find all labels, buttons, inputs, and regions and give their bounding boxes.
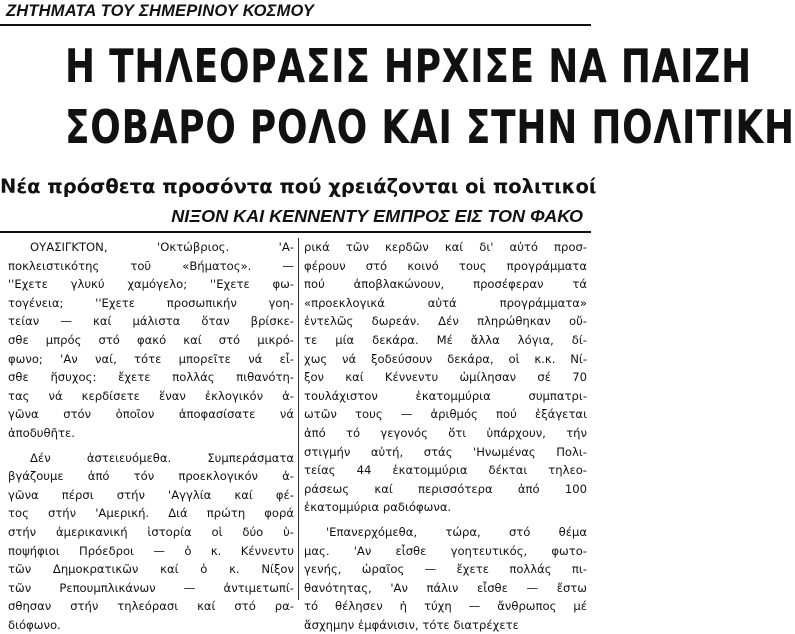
article-right-column (304, 238, 587, 634)
headline-line-1: Η ΤΗΛΕΟΡΑΣΙΣ ΗΡΧΙΣΕ ΝΑ ΠΑΙΖΗ (65, 39, 752, 93)
article-text-line: σθησαν στήν τηλεόρασι καί στό ρα- (8, 599, 294, 614)
article-text-line: ΟΥΑΣΙΓΚΤΟΝ, 'Οκτώβριος. 'Α- (30, 240, 294, 254)
article-text-line: τουλάχιστον ἑκατομμύρια συμπατρι- (304, 388, 587, 403)
article-text-line: στιγμήν αὐτή, στάς 'Ηνωμένας Πολι- (304, 444, 587, 459)
article-text-line: θανότητας, 'Αν πάλιν εἶσθε — ἔστω (304, 580, 587, 595)
article-text-line: ρικά τῶν κερδῶν καί δι' αὐτό προσ- (304, 240, 587, 254)
article-text-line: ἐντελῶς δωρεάν. Δέν πληρώθηκαν οὔ- (304, 314, 587, 329)
article-text-line: τό θέλησεν ἡ τύχη — ἄνθρωπος μέ (304, 599, 587, 614)
article-text-line: σθε ἥσυχος: ἔχετε πολλάς πιθανότη- (8, 370, 294, 385)
article-text-line: ωτῶν τους — ἀριθμός πού ἐξάγεται (304, 407, 587, 422)
article-text-line: γῶνα στόν ὁποῖον ἀποφασίσατε νά (8, 407, 294, 422)
article-text-line: γῶνα πέρσι στήν 'Αγγλία καί φέ- (8, 487, 294, 502)
article-text-line: γενής, ὡραῖος — ἔχετε πολλάς πι- (304, 562, 587, 577)
article-text-line: ἀποδυθῆτε. (8, 425, 75, 440)
article-text-line: διόφωνο. (8, 617, 61, 632)
article-text-line: ποψήφιοι Πρόεδροι — ὁ κ. Κέννεντυ (8, 543, 294, 558)
article-text-line: τος στήν 'Αμερική. Διά πρώτη φορά (8, 506, 294, 521)
subheadline-secondary: ΝΙΞΟΝ ΚΑΙ ΚΕΝΝΕΝΤΥ ΕΜΠΡΟΣ ΕΙΣ ΤΟΝ ΦΑΚΟ (171, 206, 583, 226)
article-text-line: ξον καί Κέννεντυ ὡμίλησαν σέ 70 (304, 370, 587, 385)
article-text-line: στήν ἀμερικανική ἱστορία οἱ δύο ὑ- (8, 524, 294, 539)
article-text-line: τείαν — καί μάλιστα ὅταν βρίσκε- (8, 314, 294, 329)
top-rule (0, 24, 591, 26)
article-text-line: τῶν Δημοκρατικῶν καί ὁ κ. Νίξον (8, 562, 294, 577)
subheadline: Νέα πρόσθετα προσόντα πού χρειάζονται οἱ πολιτικοί (0, 175, 597, 198)
article-left-column (8, 238, 294, 634)
article-text-line: σθε μπρός στό φακό καί στό μικρό- (8, 332, 294, 347)
article-text-line: ράσεως καί περισσότερα ἀπό 100 (304, 481, 587, 496)
article-text-line: ἑκατομμύρια ραδιόφωνα. (304, 500, 452, 515)
article-text-line: ποκλειστικότης τοῦ «Βήματος». — (8, 258, 294, 273)
article-text-line: φέρουν στό κοινό τους προγράμματα (304, 258, 587, 273)
article-text-line: βγάζουμε ἀπό τόν προεκλογικόν ἀ- (8, 469, 294, 484)
section-kicker: ΖΗΤΗΜΑΤΑ ΤΟΥ ΣΗΜΕΡΙΝΟΥ ΚΟΣΜΟΥ (6, 2, 315, 20)
article-text-line: πού ἀποβλακώνουν, προσέφεραν τά (304, 277, 587, 292)
article-text-line: τῶν Ρεπουμπλικάνων — ἀντιμετωπί- (8, 580, 294, 595)
section-rule (0, 231, 591, 233)
column-divider (298, 238, 299, 600)
article-text-line: ''Εχετε γλυκύ χαμόγελο; ''Εχετε φω- (8, 277, 294, 292)
article-text-line: «προεκλογικά αὐτά προγράμματα» (304, 295, 587, 310)
headline-line-2: ΣΟΒΑΡΟ ΡΟΛΟ ΚΑΙ ΣΤΗΝ ΠΟΛΙΤΙΚΗ (65, 100, 795, 154)
article-text-line: ἀπό τό γεγονός ὅτι ὑπάρχουν, τήν (304, 425, 587, 440)
article-text-line: τε μία δεκάρα. Μέ ἄλλα λόγια, δί- (304, 332, 587, 347)
article-text-line: τας νά κερδίσετε ἕναν ἐκλογικόν ἀ- (8, 388, 294, 403)
article-text-line: μας. 'Αν εἶσθε γοητευτικός, φωτο- (304, 543, 587, 558)
article-text-line: τείας 44 ἑκατομμύρια δέκται τηλεο- (304, 463, 587, 478)
article-text-line: χως νά ξοδεύσουν δεκάρα, οἱ κ.κ. Νί- (304, 351, 587, 366)
article-text-line: 'Επανερχόμεθα, τώρα, στό θέμα (326, 524, 587, 539)
article-text-line: φωνο; 'Αν ναί, τότε μπορεῖτε νά εἶ- (8, 351, 294, 366)
article-text-line: ἄσχημην ἐμφάνισιν, τότε διατρέχετε (304, 617, 519, 632)
article-text-line: Δέν ἀστειευόμεθα. Συμπεράσματα (30, 450, 294, 465)
article-text-line: τογένεια; ''Εχετε προσωπικήν γοη- (8, 295, 294, 310)
